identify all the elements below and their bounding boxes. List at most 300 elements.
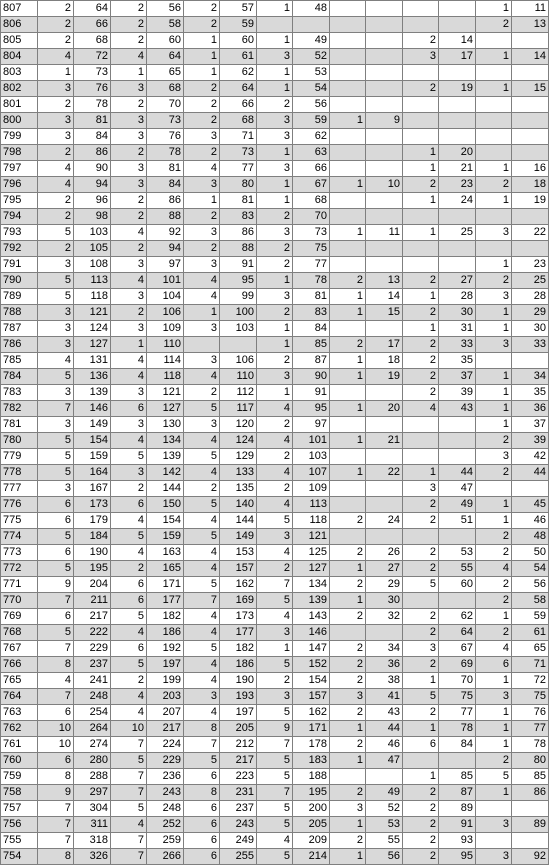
cell-cumulative-2: 252 — [147, 817, 184, 833]
cell-count-6 — [403, 241, 439, 257]
cell-score: 771 — [1, 577, 38, 593]
cell-count-3: 3 — [184, 129, 220, 145]
cell-count-4: 1 — [257, 33, 293, 49]
table-row — [1, 673, 549, 689]
cell-count-6: 2 — [403, 385, 439, 401]
cell-cumulative-5: 20 — [366, 401, 403, 417]
cell-cumulative-1: 118 — [74, 289, 111, 305]
cell-count-1: 3 — [38, 113, 74, 129]
cell-cumulative-5 — [366, 417, 403, 433]
cell-score: 777 — [1, 481, 38, 497]
cell-cumulative-4: 59 — [293, 113, 330, 129]
table-row — [1, 513, 549, 529]
cell-cumulative-2: 110 — [147, 337, 184, 353]
cell-cumulative-4: 52 — [293, 49, 330, 65]
cell-count-3: 2 — [184, 97, 220, 113]
cell-cumulative-4: 78 — [293, 273, 330, 289]
cell-count-7: 1 — [476, 193, 512, 209]
cell-cumulative-4: 101 — [293, 433, 330, 449]
cell-count-2: 1 — [111, 337, 147, 353]
cell-cumulative-2: 259 — [147, 833, 184, 849]
cell-score: 776 — [1, 497, 38, 513]
cell-count-4: 3 — [257, 369, 293, 385]
cell-cumulative-4: 53 — [293, 65, 330, 81]
cell-score: 790 — [1, 273, 38, 289]
cell-count-2: 3 — [111, 289, 147, 305]
cell-count-1: 5 — [38, 529, 74, 545]
cell-count-6: 5 — [403, 577, 439, 593]
cell-count-6 — [403, 433, 439, 449]
cell-count-7 — [476, 145, 512, 161]
cell-count-2: 4 — [111, 49, 147, 65]
cell-count-4: 4 — [257, 609, 293, 625]
cell-count-7: 1 — [476, 737, 512, 753]
cell-count-5: 1 — [330, 113, 366, 129]
cell-count-5: 2 — [330, 609, 366, 625]
cell-count-7: 1 — [476, 305, 512, 321]
cell-count-3: 2 — [184, 145, 220, 161]
cell-cumulative-2: 65 — [147, 65, 184, 81]
cell-count-3: 4 — [184, 273, 220, 289]
cell-cumulative-7 — [512, 481, 549, 497]
cell-cumulative-6 — [439, 129, 476, 145]
cell-count-2: 7 — [111, 769, 147, 785]
cell-count-1: 2 — [38, 241, 74, 257]
cell-score: 770 — [1, 593, 38, 609]
cell-cumulative-6: 19 — [439, 81, 476, 97]
cell-cumulative-6: 44 — [439, 465, 476, 481]
cell-cumulative-4: 66 — [293, 161, 330, 177]
cell-count-1: 5 — [38, 465, 74, 481]
cell-count-4: 7 — [257, 577, 293, 593]
cell-count-5: 2 — [330, 337, 366, 353]
cell-cumulative-6: 53 — [439, 545, 476, 561]
cell-score: 779 — [1, 449, 38, 465]
cell-cumulative-2: 159 — [147, 529, 184, 545]
cell-cumulative-1: 86 — [74, 145, 111, 161]
cell-cumulative-6 — [439, 529, 476, 545]
cell-count-6: 1 — [403, 161, 439, 177]
cell-count-7 — [476, 97, 512, 113]
cell-count-7 — [476, 113, 512, 129]
cell-score: 781 — [1, 417, 38, 433]
cell-count-6: 3 — [403, 481, 439, 497]
cell-cumulative-4: 62 — [293, 129, 330, 145]
cell-count-3: 5 — [184, 641, 220, 657]
cell-cumulative-6: 62 — [439, 609, 476, 625]
cell-cumulative-1: 248 — [74, 689, 111, 705]
cell-cumulative-1: 66 — [74, 17, 111, 33]
cell-count-2: 3 — [111, 385, 147, 401]
cell-count-2: 4 — [111, 225, 147, 241]
cell-cumulative-7: 22 — [512, 225, 549, 241]
cell-cumulative-1: 90 — [74, 161, 111, 177]
cell-count-2: 5 — [111, 657, 147, 673]
cell-cumulative-5: 13 — [366, 273, 403, 289]
cell-cumulative-6: 91 — [439, 817, 476, 833]
cell-cumulative-2: 163 — [147, 545, 184, 561]
cell-count-7: 2 — [476, 17, 512, 33]
cell-count-6: 2 — [403, 177, 439, 193]
cell-score: 778 — [1, 465, 38, 481]
cell-count-2: 3 — [111, 257, 147, 273]
cell-count-3: 2 — [184, 113, 220, 129]
cell-count-1: 2 — [38, 17, 74, 33]
cell-count-4: 1 — [257, 337, 293, 353]
cell-count-3: 4 — [184, 161, 220, 177]
cell-cumulative-2: 64 — [147, 49, 184, 65]
cell-count-2: 3 — [111, 321, 147, 337]
cell-cumulative-7: 33 — [512, 337, 549, 353]
cell-cumulative-3: 177 — [220, 625, 257, 641]
cell-count-5 — [330, 17, 366, 33]
cell-cumulative-1: 121 — [74, 305, 111, 321]
cell-cumulative-5: 15 — [366, 305, 403, 321]
cell-count-4: 1 — [257, 321, 293, 337]
cell-count-5: 1 — [330, 721, 366, 737]
cell-cumulative-7 — [512, 129, 549, 145]
cell-cumulative-6: 89 — [439, 801, 476, 817]
cell-count-2: 2 — [111, 673, 147, 689]
cell-count-5 — [330, 81, 366, 97]
cell-count-6: 2 — [403, 609, 439, 625]
cell-count-3: 6 — [184, 801, 220, 817]
cell-count-3: 2 — [184, 81, 220, 97]
cell-count-7: 1 — [476, 513, 512, 529]
cell-count-3: 6 — [184, 769, 220, 785]
cell-cumulative-4: 205 — [293, 817, 330, 833]
cell-cumulative-7 — [512, 241, 549, 257]
cell-cumulative-5 — [366, 209, 403, 225]
cell-count-1: 4 — [38, 161, 74, 177]
table-row — [1, 241, 549, 257]
cell-cumulative-7: 15 — [512, 81, 549, 97]
cell-count-2: 4 — [111, 273, 147, 289]
cell-cumulative-5: 18 — [366, 353, 403, 369]
cell-cumulative-5: 32 — [366, 609, 403, 625]
cell-cumulative-2: 81 — [147, 161, 184, 177]
cell-cumulative-4: 113 — [293, 497, 330, 513]
cell-count-6: 2 — [403, 353, 439, 369]
cell-cumulative-7: 59 — [512, 609, 549, 625]
cell-cumulative-7: 65 — [512, 641, 549, 657]
cell-count-3: 2 — [184, 241, 220, 257]
cell-count-4: 2 — [257, 209, 293, 225]
cell-count-2: 4 — [111, 817, 147, 833]
table-row — [1, 801, 549, 817]
cell-count-4: 2 — [257, 673, 293, 689]
cell-cumulative-6: 33 — [439, 337, 476, 353]
cell-count-6: 2 — [403, 705, 439, 721]
cell-count-5 — [330, 417, 366, 433]
cell-score: 765 — [1, 673, 38, 689]
cell-cumulative-7: 18 — [512, 177, 549, 193]
cell-count-4: 4 — [257, 497, 293, 513]
cell-count-5 — [330, 209, 366, 225]
cell-cumulative-1: 73 — [74, 65, 111, 81]
cell-count-3: 4 — [184, 673, 220, 689]
cell-cumulative-6: 69 — [439, 657, 476, 673]
cell-cumulative-4: 147 — [293, 641, 330, 657]
cell-count-6: 2 — [403, 81, 439, 97]
cell-cumulative-7 — [512, 113, 549, 129]
cell-count-3: 3 — [184, 257, 220, 273]
cell-score: 773 — [1, 545, 38, 561]
cell-score: 807 — [1, 1, 38, 17]
cell-cumulative-1: 173 — [74, 497, 111, 513]
cell-cumulative-7: 86 — [512, 785, 549, 801]
cell-count-3: 2 — [184, 1, 220, 17]
cell-count-4: 2 — [257, 241, 293, 257]
cell-cumulative-6 — [439, 209, 476, 225]
cell-count-1: 10 — [38, 737, 74, 753]
cell-cumulative-6 — [439, 257, 476, 273]
cell-cumulative-4: 214 — [293, 849, 330, 865]
cell-cumulative-5 — [366, 17, 403, 33]
cell-cumulative-6: 60 — [439, 577, 476, 593]
cell-count-1: 2 — [38, 97, 74, 113]
cell-count-1: 7 — [38, 833, 74, 849]
cell-cumulative-6: 49 — [439, 497, 476, 513]
cell-score: 768 — [1, 625, 38, 641]
table-row — [1, 401, 549, 417]
cell-count-7 — [476, 241, 512, 257]
cell-cumulative-1: 76 — [74, 81, 111, 97]
cell-count-2: 2 — [111, 305, 147, 321]
cell-cumulative-2: 60 — [147, 33, 184, 49]
cell-count-5: 2 — [330, 545, 366, 561]
cell-score: 774 — [1, 529, 38, 545]
cell-count-7: 3 — [476, 849, 512, 865]
cell-cumulative-1: 64 — [74, 1, 111, 17]
cell-count-7: 1 — [476, 417, 512, 433]
cell-count-5: 2 — [330, 705, 366, 721]
cell-count-5: 2 — [330, 273, 366, 289]
cell-count-2: 6 — [111, 401, 147, 417]
cell-cumulative-4: 178 — [293, 737, 330, 753]
table-row — [1, 33, 549, 49]
cell-cumulative-1: 311 — [74, 817, 111, 833]
cell-cumulative-7: 61 — [512, 625, 549, 641]
cell-cumulative-5: 27 — [366, 561, 403, 577]
cell-count-3 — [184, 337, 220, 353]
cell-cumulative-5: 34 — [366, 641, 403, 657]
cell-cumulative-6: 47 — [439, 481, 476, 497]
cell-count-4: 2 — [257, 561, 293, 577]
cell-count-4: 1 — [257, 641, 293, 657]
cell-count-4: 3 — [257, 625, 293, 641]
cell-cumulative-2: 236 — [147, 769, 184, 785]
cell-cumulative-3: 86 — [220, 225, 257, 241]
cell-cumulative-2: 97 — [147, 257, 184, 273]
cell-cumulative-5 — [366, 129, 403, 145]
cell-cumulative-1: 105 — [74, 241, 111, 257]
cell-count-5 — [330, 241, 366, 257]
cell-count-2: 5 — [111, 609, 147, 625]
cell-count-5: 1 — [330, 817, 366, 833]
cell-count-4: 7 — [257, 737, 293, 753]
cell-count-7 — [476, 33, 512, 49]
cell-cumulative-3: 237 — [220, 801, 257, 817]
cell-count-4: 5 — [257, 849, 293, 865]
cell-cumulative-6 — [439, 65, 476, 81]
cell-count-5 — [330, 481, 366, 497]
cell-count-3: 1 — [184, 305, 220, 321]
cell-count-4: 2 — [257, 449, 293, 465]
cell-cumulative-6: 37 — [439, 369, 476, 385]
cell-cumulative-7: 77 — [512, 721, 549, 737]
cell-cumulative-2: 70 — [147, 97, 184, 113]
cell-count-3: 2 — [184, 17, 220, 33]
cell-count-5 — [330, 257, 366, 273]
cell-count-7: 3 — [476, 449, 512, 465]
cell-score: 772 — [1, 561, 38, 577]
cell-cumulative-1: 297 — [74, 785, 111, 801]
cell-count-5 — [330, 97, 366, 113]
cell-score: 795 — [1, 193, 38, 209]
cell-count-1: 7 — [38, 817, 74, 833]
cell-count-1: 5 — [38, 225, 74, 241]
cell-cumulative-4: 56 — [293, 97, 330, 113]
cell-cumulative-3: 110 — [220, 369, 257, 385]
cell-cumulative-3: 59 — [220, 17, 257, 33]
cell-cumulative-7: 80 — [512, 753, 549, 769]
cell-count-7: 2 — [476, 593, 512, 609]
cell-cumulative-5: 19 — [366, 369, 403, 385]
cell-score: 796 — [1, 177, 38, 193]
cell-cumulative-4: 121 — [293, 529, 330, 545]
cell-score: 756 — [1, 817, 38, 833]
cell-cumulative-5 — [366, 449, 403, 465]
cell-count-3: 1 — [184, 33, 220, 49]
cell-count-6: 1 — [403, 321, 439, 337]
cell-count-4: 3 — [257, 49, 293, 65]
cell-cumulative-2: 139 — [147, 449, 184, 465]
cell-count-2: 7 — [111, 737, 147, 753]
cell-count-6 — [403, 17, 439, 33]
cell-count-6: 2 — [403, 273, 439, 289]
cell-cumulative-5: 26 — [366, 545, 403, 561]
cell-count-1: 6 — [38, 609, 74, 625]
cell-count-5: 1 — [330, 465, 366, 481]
cell-cumulative-6 — [439, 449, 476, 465]
cell-count-6: 3 — [403, 49, 439, 65]
table-row — [1, 305, 549, 321]
cell-cumulative-1: 237 — [74, 657, 111, 673]
cell-count-7: 4 — [476, 641, 512, 657]
table-row — [1, 1, 549, 17]
cell-cumulative-1: 179 — [74, 513, 111, 529]
cell-count-1: 3 — [38, 81, 74, 97]
cell-cumulative-7: 39 — [512, 433, 549, 449]
cell-cumulative-2: 177 — [147, 593, 184, 609]
cell-count-6 — [403, 449, 439, 465]
cell-cumulative-5 — [366, 1, 403, 17]
cell-cumulative-3: 88 — [220, 241, 257, 257]
cell-score: 763 — [1, 705, 38, 721]
cell-count-5: 1 — [330, 305, 366, 321]
cell-cumulative-2: 248 — [147, 801, 184, 817]
cell-cumulative-3: 66 — [220, 97, 257, 113]
cell-cumulative-6: 84 — [439, 737, 476, 753]
cell-count-5: 1 — [330, 849, 366, 865]
cell-count-3: 2 — [184, 481, 220, 497]
cell-score: 761 — [1, 737, 38, 753]
cell-count-1: 4 — [38, 673, 74, 689]
cell-cumulative-3: 60 — [220, 33, 257, 49]
cell-count-4: 5 — [257, 513, 293, 529]
cell-count-2: 4 — [111, 689, 147, 705]
cell-cumulative-4: 67 — [293, 177, 330, 193]
cell-score: 759 — [1, 769, 38, 785]
table-row — [1, 353, 549, 369]
cell-count-6 — [403, 65, 439, 81]
cell-count-3: 3 — [184, 417, 220, 433]
cell-cumulative-4 — [293, 17, 330, 33]
cell-count-6: 1 — [403, 465, 439, 481]
table-row — [1, 817, 549, 833]
cell-cumulative-4: 68 — [293, 193, 330, 209]
cell-count-4: 5 — [257, 593, 293, 609]
cell-count-6: 4 — [403, 401, 439, 417]
cell-cumulative-6: 23 — [439, 177, 476, 193]
cell-count-4: 1 — [257, 145, 293, 161]
cell-cumulative-3: 57 — [220, 1, 257, 17]
cell-cumulative-5: 38 — [366, 673, 403, 689]
cell-count-3: 2 — [184, 385, 220, 401]
cell-count-3: 2 — [184, 209, 220, 225]
cell-cumulative-3: 173 — [220, 609, 257, 625]
cell-cumulative-4: 103 — [293, 449, 330, 465]
cell-cumulative-2: 207 — [147, 705, 184, 721]
cell-cumulative-6 — [439, 17, 476, 33]
cell-cumulative-2: 118 — [147, 369, 184, 385]
cell-count-3: 3 — [184, 689, 220, 705]
cell-cumulative-4: 143 — [293, 609, 330, 625]
table-row — [1, 321, 549, 337]
cell-cumulative-7 — [512, 833, 549, 849]
cell-count-1: 8 — [38, 849, 74, 865]
cell-count-4: 1 — [257, 81, 293, 97]
cell-cumulative-3: 120 — [220, 417, 257, 433]
cell-count-4: 4 — [257, 433, 293, 449]
cell-cumulative-2: 88 — [147, 209, 184, 225]
table-row — [1, 81, 549, 97]
cell-cumulative-1: 127 — [74, 337, 111, 353]
table-row — [1, 225, 549, 241]
table-row — [1, 737, 549, 753]
cell-cumulative-3: 169 — [220, 593, 257, 609]
cell-cumulative-3: 77 — [220, 161, 257, 177]
cell-count-5: 1 — [330, 593, 366, 609]
cell-cumulative-7: 72 — [512, 673, 549, 689]
cell-cumulative-3: 112 — [220, 385, 257, 401]
cell-count-1: 3 — [38, 385, 74, 401]
cell-cumulative-2: 58 — [147, 17, 184, 33]
cell-count-5 — [330, 145, 366, 161]
cell-cumulative-6: 77 — [439, 705, 476, 721]
cell-cumulative-4: 200 — [293, 801, 330, 817]
cell-count-4: 5 — [257, 657, 293, 673]
cell-cumulative-7: 58 — [512, 593, 549, 609]
cell-count-7: 1 — [476, 81, 512, 97]
cell-cumulative-5: 44 — [366, 721, 403, 737]
cell-cumulative-2: 182 — [147, 609, 184, 625]
cell-count-1: 3 — [38, 321, 74, 337]
cell-score: 806 — [1, 17, 38, 33]
cell-cumulative-6: 39 — [439, 385, 476, 401]
cell-cumulative-7: 36 — [512, 401, 549, 417]
